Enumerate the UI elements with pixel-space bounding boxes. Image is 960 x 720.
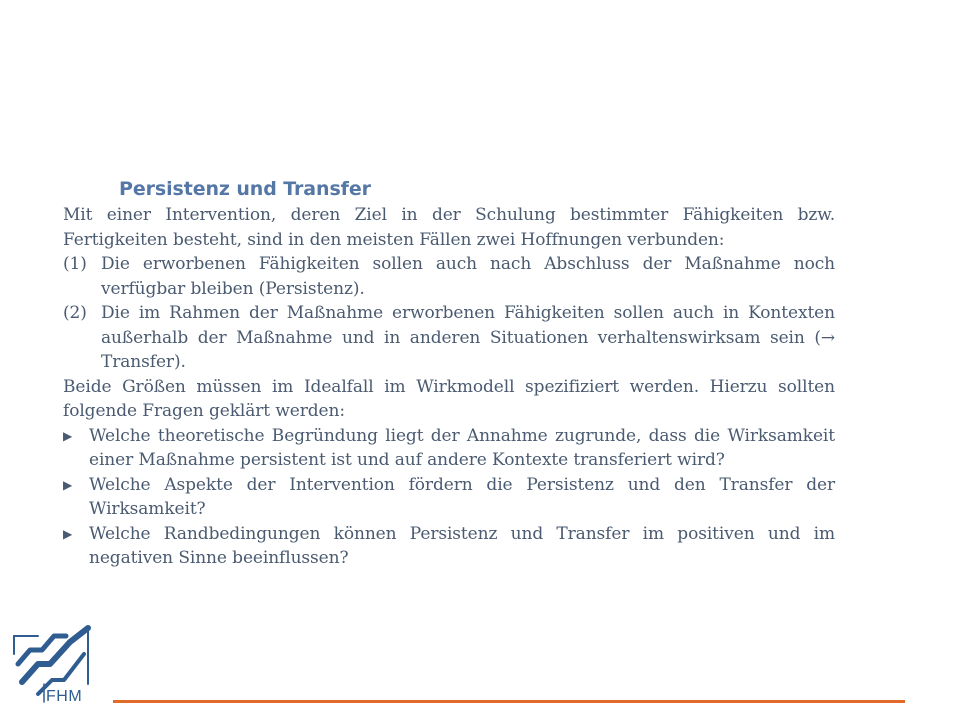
bullet-item [63,424,835,473]
intro-paragraph: Mit einer Intervention, deren Ziel in der Schulung bestimmter Fähigkeiten bzw. Fertigkeiten besteht, sind in den meisten Fällen zwei Hoffnungen verbunden: [63,205,835,250]
item-text: Die erworbenen Fähigkeiten sollen auch nach Abschluss der Maßnahme noch verfügbar bleiben (Persistenz). [101,254,835,299]
item-number: (1) [63,254,87,274]
bullet-item [63,522,835,571]
bullet-item [63,473,835,522]
middle-paragraph: Beide Größen müssen im Idealfall im Wirkmodell spezifiziert werden. Hierzu sollten folgende Fragen geklärt werden: [63,376,835,421]
triangle-bullet-icon: ▶ [63,526,73,541]
item-number: (2) [63,303,87,323]
footer-divider [113,700,905,703]
triangle-bullet-icon: ▶ [63,477,73,492]
fhm-logo-text: FHM [46,688,83,705]
item-text: Die im Rahmen der Maßnahme erworbenen Fähigkeiten sollen auch in Kontexten außerhalb der Maßnahme und in anderen Situationen verhaltenswirksam sein (→ Transfer). [101,303,835,372]
document-excerpt [63,176,835,571]
bullet-text: Welche Aspekte der Intervention fördern die Persistenz und den Transfer der Wirksamkeit? [89,474,835,519]
section-heading: Persistenz und Transfer [119,178,371,200]
triangle-bullet-icon: ▶ [63,428,73,443]
numbered-item [63,252,835,301]
bullet-text: Welche theoretische Begründung liegt der Annahme zugrunde, dass die Wirksamkeit einer Maßnahme persistent ist und auf andere Kontexte transferiert wird? [89,425,835,470]
numbered-item [63,301,835,375]
bullet-text: Welche Randbedingungen können Persistenz und Transfer im positiven und im negativen Sinne beeinflussen? [89,523,835,568]
